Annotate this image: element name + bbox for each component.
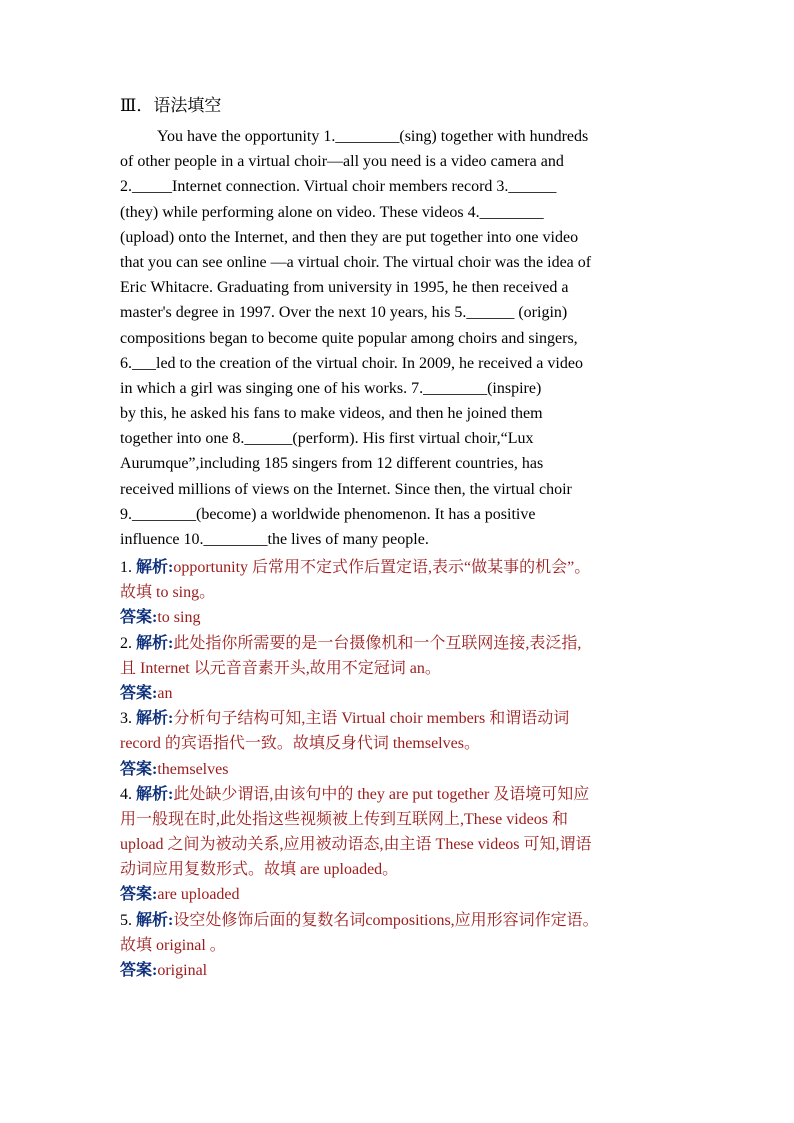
passage (120, 124, 680, 552)
explanation-label: 解析: (136, 634, 174, 652)
answer-line (120, 958, 680, 983)
answer-label: 答案: (120, 886, 158, 904)
explanation-label: 解析: (136, 785, 174, 803)
passage-line: 2._____Internet connection. Virtual choir members record 3.______ (120, 178, 557, 196)
explanation-line: 动词应用复数形式。故填 are uploaded。 (120, 861, 399, 879)
explanation-line (120, 555, 680, 580)
explanation-label: 解析: (136, 710, 174, 728)
passage-line: influence 10.________the lives of many people. (120, 531, 429, 548)
explanation-label: 解析: (136, 911, 174, 929)
explanation-text: 此处指你所需要的是一台摄像机和一个互联网连接,表泛指, (173, 634, 582, 652)
passage-line: in which a girl was singing one of his works. 7.________(inspire) (120, 379, 542, 397)
explanation-line: 故填 original 。 (120, 936, 226, 954)
passage-line: compositions began to become quite popular among choirs and singers, (120, 329, 578, 347)
answer-line (120, 882, 680, 907)
passage-line: Aurumque”,including 185 singers from 12 different countries, has (120, 455, 544, 473)
passage-line: You have the opportunity 1.________(sing) together with hundreds (157, 128, 589, 145)
item-number: 4. (120, 785, 132, 803)
explanation-text: opportunity 后常用不定式作后置定语,表示“做某事的机会”。 (173, 559, 591, 576)
answer-line (120, 605, 680, 630)
explanation-line (120, 631, 680, 656)
passage-line: of other people in a virtual choir—all you need is a video camera and (120, 153, 564, 171)
passage-line: that you can see online —a virtual choir. The virtual choir was the idea of (120, 253, 592, 271)
item-number: 5. (120, 911, 132, 929)
item-number: 3. (120, 710, 132, 728)
explanation-text: 分析句子结构可知,主语 Virtual choir members 和谓语动词 (173, 710, 570, 728)
passage-line: (they) while performing alone on video. These videos 4.________ (120, 203, 544, 221)
explanation-line (120, 782, 680, 807)
explanation-line: upload 之间为被动关系,应用被动语态,由主语 These videos 可知,谓语 (120, 836, 592, 854)
item-number: 1. (120, 559, 132, 576)
explanation-line: 用一般现在时,此处指这些视频被上传到互联网上,These videos 和 (120, 810, 568, 828)
passage-line: Eric Whitacre. Graduating from university in 1995, he then received a (120, 279, 569, 297)
answer-text: an (157, 684, 173, 702)
passage-line: by this, he asked his fans to make videos, and then he joined them (120, 405, 543, 423)
passage-line: (upload) onto the Internet, and then they are put together into one video (120, 228, 579, 246)
explanation-label: 解析: (136, 559, 174, 576)
explanation-line (120, 908, 680, 933)
passage-line: received millions of views on the Internet. Since then, the virtual choir (120, 480, 572, 498)
answer-explanations (120, 555, 680, 983)
item-number: 2. (120, 634, 132, 652)
answer-label: 答案: (120, 760, 158, 778)
answer-text: to sing (157, 609, 201, 627)
answer-line (120, 757, 680, 782)
passage-line: together into one 8.______(perform). His first virtual choir,“Lux (120, 430, 534, 448)
answer-line (120, 681, 680, 706)
explanation-text: 设空处修饰后面的复数名词compositions,应用形容词作定语。 (173, 911, 599, 929)
answer-text: original (157, 962, 208, 979)
explanation-line: record 的宾语指代一致。故填反身代词 themselves。 (120, 735, 480, 753)
passage-line: 9.________(become) a worldwide phenomenon. It has a positive (120, 505, 536, 523)
explanation-line: 且 Internet 以元音音素开头,故用不定冠词 an。 (120, 659, 441, 677)
answer-label: 答案: (120, 962, 158, 979)
answer-text: are uploaded (157, 886, 240, 904)
passage-line: master's degree in 1997. Over the next 10 years, his 5.______ (origin) (120, 304, 568, 322)
explanation-line (120, 706, 680, 731)
section-title: Ⅲ．语法填空 (120, 96, 222, 115)
explanation-text: 此处缺少谓语,由该句中的 they are put together 及语境可知应 (173, 785, 590, 803)
answer-label: 答案: (120, 609, 158, 627)
passage-line: 6.___led to the creation of the virtual choir. In 2009, he received a video (120, 354, 583, 372)
answer-label: 答案: (120, 684, 158, 702)
answer-text: themselves (157, 760, 229, 778)
explanation-line: 故填 to sing。 (120, 584, 216, 602)
